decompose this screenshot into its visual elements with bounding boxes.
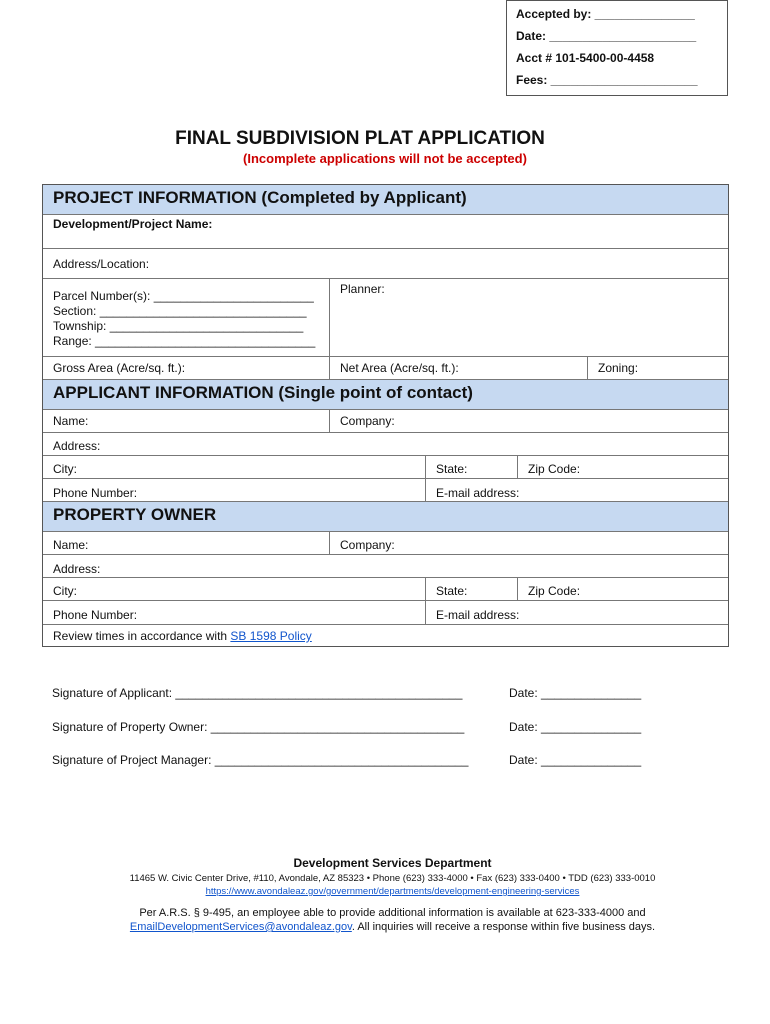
owner-city-field[interactable]: City: xyxy=(43,578,426,600)
planner-field[interactable]: Planner: xyxy=(340,282,385,296)
applicant-email-field[interactable]: E-mail address: xyxy=(436,486,520,500)
range-field[interactable]: Range: _________________________________ xyxy=(53,334,316,348)
footer-website-link[interactable]: https://www.avondaleaz.gov/government/departments/development-engineering-services xyxy=(205,886,580,897)
owner-email-field[interactable]: E-mail address: xyxy=(436,608,520,622)
owner-zip-field[interactable]: Zip Code: xyxy=(528,584,581,598)
applicant-address-field[interactable]: Address: xyxy=(53,439,101,453)
project-info-heading: PROJECT INFORMATION (Completed by Applicant) xyxy=(43,185,728,215)
owner-signature-line[interactable]: Signature of Property Owner: ______________________________________ xyxy=(52,720,465,734)
applicant-date-line[interactable]: Date: _______________ xyxy=(509,686,642,700)
accepted-by-field[interactable]: Accepted by: _______________ xyxy=(516,7,695,21)
application-form xyxy=(42,184,729,647)
owner-state-field[interactable]: State: xyxy=(426,578,518,600)
parcel-number-field[interactable]: Parcel Number(s): ________________________ xyxy=(53,289,314,303)
office-use-box xyxy=(506,0,728,96)
owner-company-field[interactable]: Company: xyxy=(340,538,395,552)
fees-field[interactable]: Fees: ______________________ xyxy=(516,73,698,87)
footer-note-text: Per A.R.S. § 9-495, an employee able to provide additional information is available at 623-333-4000 and xyxy=(139,907,646,919)
manager-date-line[interactable]: Date: _______________ xyxy=(509,753,642,767)
footer-note-end: . All inquiries will receive a response within five business days. xyxy=(351,921,656,933)
applicant-company-field[interactable]: Company: xyxy=(340,414,395,428)
owner-address-field[interactable]: Address: xyxy=(53,562,101,576)
footer-contact-text: 11465 W. Civic Center Drive, #110, Avondale, AZ 85323 • Phone (623) 333-4000 • Fax (623) 333-0400 • TDD (623) 333-0010 xyxy=(129,873,656,884)
gross-area-field[interactable]: Gross Area (Acre/sq. ft.): xyxy=(43,357,330,379)
project-name-field[interactable]: Development/Project Name: xyxy=(53,217,213,231)
footer-department: Development Services Department xyxy=(293,856,492,870)
applicant-signature-line[interactable]: Signature of Applicant: ___________________________________________ xyxy=(52,686,463,700)
project-address-field[interactable]: Address/Location: xyxy=(53,257,150,271)
applicant-state-field[interactable]: State: xyxy=(426,456,518,478)
net-area-field[interactable]: Net Area (Acre/sq. ft.): xyxy=(330,357,588,379)
property-owner-heading: PROPERTY OWNER xyxy=(43,502,728,532)
review-times-note xyxy=(43,625,728,646)
footer-email-link[interactable]: EmailDevelopmentServices@avondaleaz.gov xyxy=(129,921,352,933)
office-date-field[interactable]: Date: ______________________ xyxy=(516,29,697,43)
zoning-field[interactable]: Zoning: xyxy=(598,361,639,375)
account-number: Acct # 101-5400-00-4458 xyxy=(516,51,655,65)
owner-date-line[interactable]: Date: _______________ xyxy=(509,720,642,734)
footer-note xyxy=(110,906,675,934)
footer-address xyxy=(120,872,665,898)
applicant-city-field[interactable]: City: xyxy=(43,456,426,478)
parcel-block xyxy=(43,279,330,356)
sb1598-policy-link[interactable]: SB 1598 Policy xyxy=(230,629,312,643)
applicant-zip-field[interactable]: Zip Code: xyxy=(528,462,581,476)
applicant-phone-field[interactable]: Phone Number: xyxy=(43,479,426,501)
applicant-name-field[interactable]: Name: xyxy=(43,410,330,432)
applicant-info-heading: APPLICANT INFORMATION (Single point of contact) xyxy=(43,380,728,410)
owner-phone-field[interactable]: Phone Number: xyxy=(43,601,426,624)
page-title: FINAL SUBDIVISION PLAT APPLICATION xyxy=(175,128,545,149)
page-subtitle: (Incomplete applications will not be accepted) xyxy=(243,151,527,166)
manager-signature-line[interactable]: Signature of Project Manager: ______________________________________ xyxy=(52,753,469,767)
owner-name-field[interactable]: Name: xyxy=(43,532,330,554)
section-field[interactable]: Section: _______________________________ xyxy=(53,304,307,318)
township-field[interactable]: Township: _____________________________ xyxy=(53,319,304,333)
review-times-text: Review times in accordance with xyxy=(53,629,231,643)
